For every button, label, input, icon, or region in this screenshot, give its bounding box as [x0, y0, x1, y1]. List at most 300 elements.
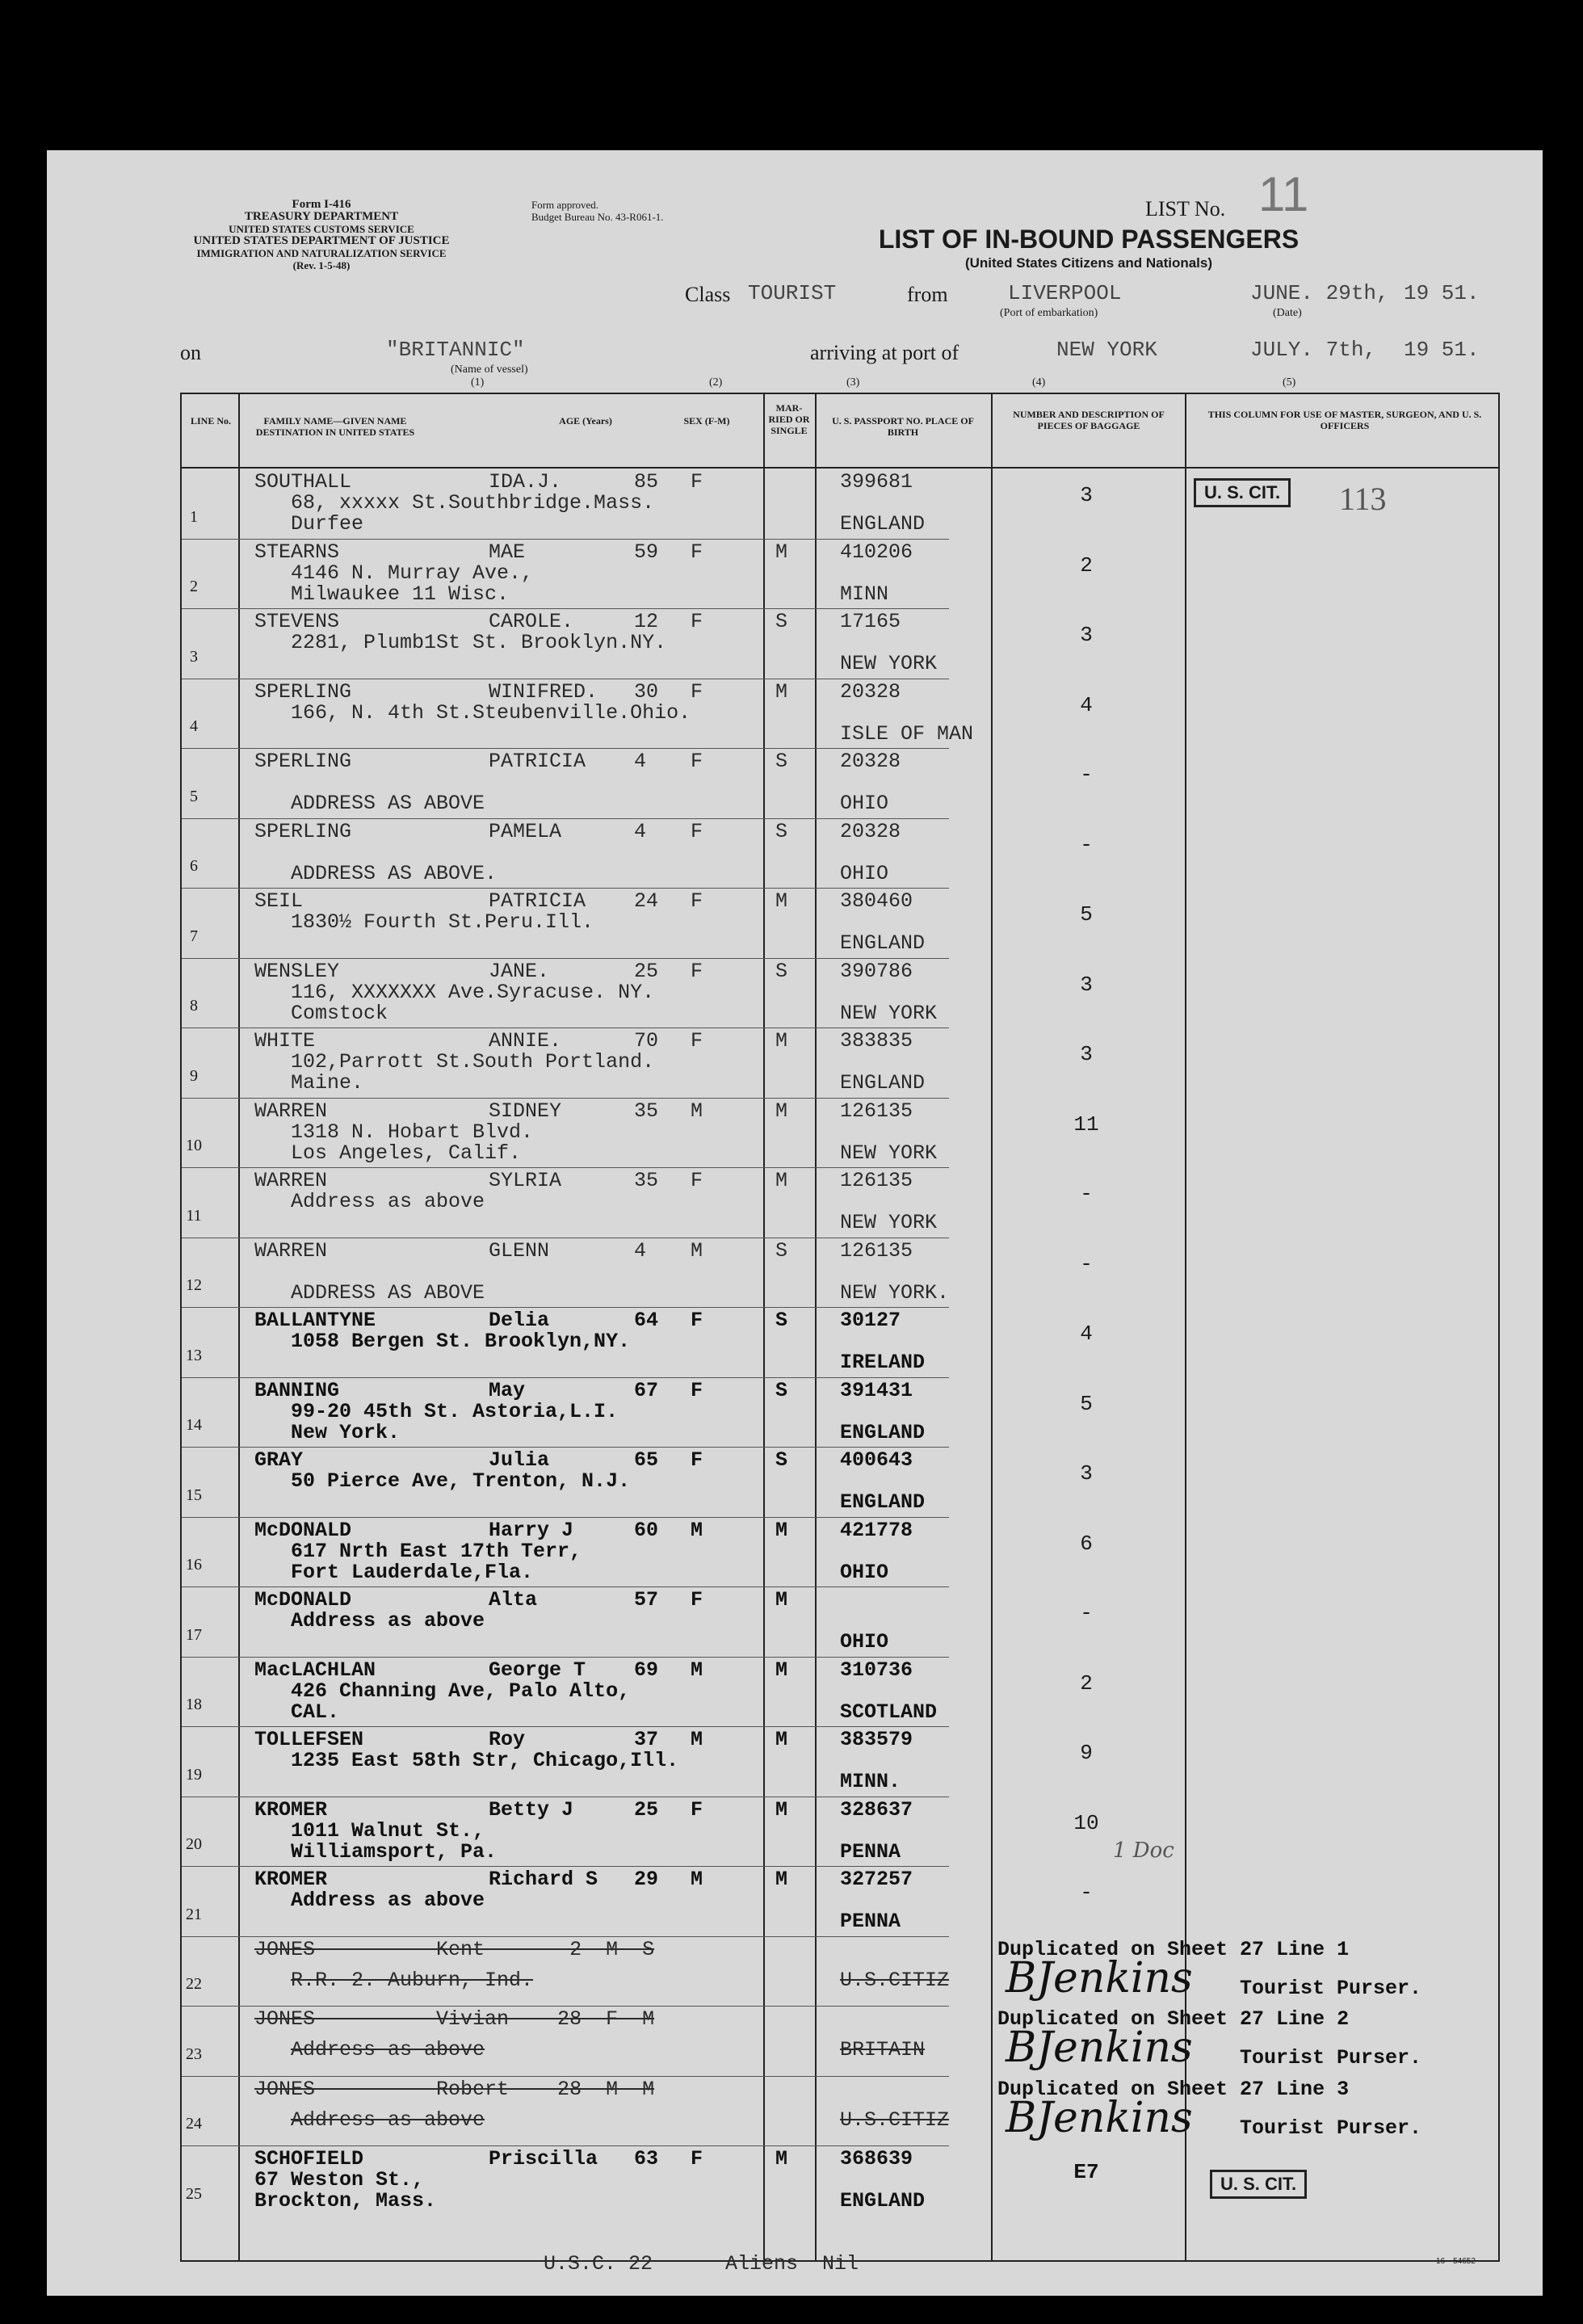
struck-entry: JONES Robert 28 M M	[254, 2077, 655, 2101]
row-divider	[182, 2076, 949, 2077]
justice-dept: UNITED STATES DEPARTMENT OF JUSTICE	[193, 234, 450, 247]
marital-status: M	[775, 1029, 788, 1053]
address-line-2: Maine.	[291, 1071, 364, 1095]
address-line-1: Address as above	[291, 1889, 485, 1912]
sex: F	[691, 470, 703, 494]
address-line-1: 68, xxxxx St.Southbridge.Mass.	[291, 491, 655, 515]
sex: F	[691, 1029, 703, 1053]
address-line-1: 67 Weston St.,	[254, 2168, 425, 2192]
col-divider	[991, 394, 993, 2260]
line-number: 10	[186, 1137, 202, 1154]
row-divider	[182, 818, 949, 819]
struck-passport: U.S.CITIZ	[840, 1968, 950, 1992]
arrival-port: NEW YORK	[1056, 338, 1157, 362]
baggage-count: 4	[1080, 1322, 1093, 1346]
col-divider	[238, 394, 240, 2260]
row-divider	[182, 1377, 949, 1378]
col-header-married: MAR-RIED OR SINGLE	[768, 402, 810, 436]
place-of-birth: ENGLAND	[840, 1420, 926, 1444]
address-line-1: 1011 Walnut St.,	[291, 1818, 485, 1843]
us-citizen-stamp-2: U. S. CIT.	[1210, 2170, 1307, 2199]
print-number: 16—54652	[1436, 2257, 1476, 2266]
given-name: MAE	[489, 540, 526, 564]
sex: F	[691, 750, 703, 773]
age: 67	[634, 1378, 659, 1402]
doc-note: 1 Doc	[1113, 1839, 1174, 1863]
age: 12	[634, 610, 659, 633]
line-number: 20	[186, 1835, 202, 1853]
address-line-1: Address as above	[291, 1190, 485, 1213]
passport-number: 30127	[840, 1309, 901, 1332]
line-number: 23	[186, 2045, 202, 2063]
line-number: 11	[186, 1206, 202, 1225]
baggage-count: 6	[1080, 1531, 1093, 1556]
place-of-birth: NEW YORK.	[840, 1280, 950, 1305]
row-divider	[182, 2145, 949, 2146]
family-name: KROMER	[254, 1868, 328, 1891]
marital-status: S	[775, 1238, 788, 1263]
budget-bureau-no: Budget Bureau No. 43-R061-1.	[531, 211, 664, 223]
baggage-count: -	[1080, 763, 1093, 787]
given-name: Priscilla	[489, 2147, 598, 2171]
line-number: 3	[190, 647, 198, 666]
baggage-count: 10	[1073, 1810, 1099, 1835]
col-header-line: LINE No.	[190, 415, 231, 427]
age: 69	[634, 1658, 659, 1682]
col-number-5: (5)	[1283, 376, 1296, 389]
given-name: Roy	[489, 1728, 526, 1751]
marital-status: M	[775, 540, 788, 564]
baggage-count: 3	[1080, 1461, 1093, 1486]
age: 64	[634, 1309, 659, 1332]
form-approval	[531, 199, 664, 223]
baggage-count: E7	[1073, 2160, 1099, 2184]
duplicate-note: Duplicated on Sheet 27 Line 1	[997, 1937, 1350, 1961]
sex: F	[691, 819, 703, 843]
count-number: 113	[1339, 481, 1387, 517]
address-line-1: 617 Nrth East 17th Terr,	[291, 1539, 582, 1563]
place-of-birth: ENGLAND	[840, 1490, 926, 1514]
duplicate-note: Duplicated on Sheet 27 Line 2	[997, 2007, 1350, 2031]
place-of-birth: ENGLAND	[840, 1071, 926, 1095]
row-divider	[182, 2006, 949, 2007]
col-number-4: (4)	[1032, 376, 1046, 389]
sex: M	[691, 1238, 703, 1263]
approved-label: Form approved.	[531, 199, 599, 211]
marital-status: S	[775, 610, 788, 633]
place-of-birth: PENNA	[840, 1910, 901, 1933]
place-of-birth: SCOTLAND	[840, 1700, 938, 1724]
form-header-agencies	[152, 199, 491, 271]
sex: F	[691, 2147, 703, 2171]
line-number: 17	[186, 1625, 202, 1644]
address-line-1: 50 Pierce Ave, Trenton, N.J.	[291, 1469, 631, 1493]
age: 4	[634, 750, 647, 773]
family-name: SCHOFIELD	[254, 2147, 364, 2171]
row-divider	[182, 1936, 949, 1937]
family-name: STEVENS	[254, 610, 340, 633]
given-name: GLENN	[489, 1238, 550, 1263]
address-line-2: ADDRESS AS ABOVE.	[291, 861, 498, 885]
struck-address: Address as above	[291, 2108, 485, 2132]
given-name: Alta	[489, 1588, 538, 1612]
place-of-birth: ENGLAND	[840, 2189, 926, 2213]
row-divider	[182, 1307, 949, 1308]
sex: F	[691, 959, 703, 983]
place-of-birth: IRELAND	[840, 1351, 926, 1374]
family-name: TOLLEFSEN	[254, 1728, 364, 1751]
address-line-1: 99-20 45th St. Astoria,L.I.	[291, 1399, 619, 1423]
marital-status: M	[775, 1588, 788, 1612]
line-number: 4	[190, 717, 198, 735]
line-number: 12	[186, 1276, 202, 1294]
arriving-label: arriving at port of	[810, 341, 959, 364]
sex: F	[691, 679, 703, 704]
given-name: CAROLE.	[489, 610, 574, 633]
address-line-2: Los Angeles, Calif.	[291, 1141, 522, 1165]
list-number-value: 11	[1258, 167, 1309, 221]
line-number: 21	[186, 1905, 202, 1923]
line-number: 19	[186, 1765, 202, 1784]
given-name: Julia	[489, 1448, 550, 1472]
departure-date: JUNE. 29th,	[1250, 281, 1389, 305]
sex: F	[691, 1448, 703, 1472]
given-name: ANNIE.	[489, 1029, 562, 1053]
passport-number: 391431	[840, 1378, 913, 1402]
place-of-birth: MINN	[840, 582, 889, 606]
age: 25	[634, 1797, 659, 1822]
passport-number: 368639	[840, 2147, 913, 2171]
row-divider	[182, 1447, 949, 1448]
family-name: WARREN	[254, 1099, 328, 1123]
baggage-count: 2	[1080, 1671, 1093, 1696]
line-number: 9	[190, 1066, 198, 1085]
struck-passport: U.S.CITIZ	[840, 2108, 950, 2132]
family-name: WENSLEY	[254, 959, 340, 983]
place-of-birth: NEW YORK	[840, 1001, 938, 1025]
passport-number: 327257	[840, 1868, 913, 1891]
baggage-count: -	[1080, 1601, 1093, 1625]
age: 37	[634, 1728, 659, 1751]
given-name: Delia	[489, 1309, 550, 1332]
address-line-2: New York.	[291, 1420, 401, 1444]
place-of-birth: PENNA	[840, 1839, 901, 1864]
age: 30	[634, 679, 659, 704]
family-name: SPERLING	[254, 750, 352, 773]
given-name: Betty J	[489, 1797, 574, 1822]
passport-number: 126135	[840, 1169, 913, 1192]
line-number: 7	[190, 927, 198, 945]
line-number: 18	[186, 1696, 202, 1713]
baggage-count: 3	[1080, 1042, 1093, 1066]
col-header-baggage: NUMBER AND DESCRIPTION OF PIECES OF BAGGAGE	[1013, 409, 1165, 431]
place-of-birth: NEW YORK	[840, 1141, 938, 1165]
sex: F	[691, 610, 703, 633]
place-of-birth: ENGLAND	[840, 931, 926, 955]
row-divider	[182, 1098, 949, 1099]
purser-title: Tourist Purser.	[1240, 1976, 1422, 2000]
sex: F	[691, 1169, 703, 1192]
baggage-count: -	[1080, 832, 1093, 857]
passport-number: 383579	[840, 1728, 913, 1751]
purser-title: Tourist Purser.	[1240, 2116, 1422, 2140]
given-name: JANE.	[489, 959, 550, 983]
marital-status: M	[775, 1099, 788, 1123]
baggage-count: 11	[1073, 1112, 1099, 1137]
family-name: McDONALD	[254, 1588, 352, 1612]
place-of-birth: OHIO	[840, 1560, 889, 1584]
place-of-birth: OHIO	[840, 861, 889, 885]
marital-status: M	[775, 1728, 788, 1751]
given-name: PATRICIA	[489, 889, 586, 913]
struck-address: Address as above	[291, 2038, 485, 2061]
given-name: WINIFRED.	[489, 679, 598, 704]
age: 57	[634, 1588, 659, 1612]
line-number: 24	[186, 2115, 202, 2133]
age: 60	[634, 1518, 659, 1542]
line-number: 1	[190, 507, 198, 526]
line-number: 5	[190, 787, 198, 805]
marital-status: S	[775, 819, 788, 843]
footer-usc: U.S.C. 22	[544, 2252, 653, 2276]
sex: M	[691, 1099, 703, 1123]
header-divider	[182, 467, 1498, 469]
given-name: May	[489, 1378, 526, 1402]
marital-status: M	[775, 1518, 788, 1542]
date-caption: (Date)	[1273, 307, 1302, 319]
baggage-count: 3	[1080, 623, 1093, 647]
duplicate-note: Duplicated on Sheet 27 Line 3	[997, 2077, 1350, 2101]
given-name: PAMELA	[489, 819, 562, 843]
address-line-2: ADDRESS AS ABOVE	[291, 792, 485, 815]
line-number: 2	[190, 578, 198, 595]
marital-status: M	[775, 2147, 788, 2171]
class-label: Class	[685, 283, 731, 306]
list-number-label: LIST No.	[1145, 197, 1226, 221]
sex: M	[691, 1728, 703, 1751]
line-number: 6	[190, 857, 198, 875]
age: 85	[634, 470, 659, 494]
departure-year: 19 51.	[1404, 281, 1480, 305]
purser-signature: BJenkins	[1006, 2093, 1193, 2142]
treasury-dept: TREASURY DEPARTMENT	[244, 210, 399, 223]
passenger-manifest-page	[47, 150, 1543, 2296]
age: 24	[634, 889, 659, 913]
from-label: from	[907, 283, 948, 306]
sex: F	[691, 540, 703, 564]
place-of-birth: MINN.	[840, 1770, 901, 1793]
passport-number: 383835	[840, 1029, 913, 1053]
baggage-count: -	[1080, 1881, 1093, 1905]
marital-status: S	[775, 1448, 788, 1472]
place-of-birth: ISLE OF MAN	[840, 721, 974, 746]
marital-status: S	[775, 750, 788, 773]
passport-number: 17165	[840, 610, 901, 633]
row-divider	[182, 1657, 949, 1658]
baggage-count: 9	[1080, 1741, 1093, 1765]
line-number: 8	[190, 997, 198, 1015]
col-divider	[763, 394, 765, 2260]
age: 65	[634, 1448, 659, 1472]
arrival-year: 19 51.	[1404, 338, 1480, 362]
col-number-3: (3)	[846, 376, 860, 389]
place-of-birth: NEW YORK	[840, 1211, 938, 1234]
place-of-birth: ENGLAND	[840, 512, 926, 536]
purser-signature: BJenkins	[1006, 1953, 1193, 2003]
us-citizen-stamp: U. S. CIT.	[1194, 478, 1291, 507]
customs-service: UNITED STATES CUSTOMS SERVICE	[229, 223, 414, 235]
address-line-2: Comstock	[291, 1001, 388, 1025]
col-header-name: FAMILY NAME—GIVEN NAME DESTINATION IN UNITED STATES	[255, 415, 415, 438]
passenger-table	[180, 393, 1500, 2262]
col-number-1: (1)	[471, 376, 485, 389]
ins-service: IMMIGRATION AND NATURALIZATION SERVICE	[196, 247, 447, 259]
col-header-sex: SEX (F-M)	[683, 415, 730, 427]
given-name: Richard S	[489, 1868, 598, 1891]
passport-number: 421778	[840, 1518, 913, 1542]
struck-passport: BRITAIN	[840, 2038, 926, 2061]
sex: F	[691, 1309, 703, 1332]
baggage-count: -	[1080, 1182, 1093, 1206]
family-name: WHITE	[254, 1029, 316, 1053]
row-divider	[182, 608, 949, 609]
marital-status: M	[775, 1658, 788, 1682]
marital-status: M	[775, 889, 788, 913]
line-number: 22	[186, 1975, 202, 1993]
address-line-2: Milwaukee 11 Wisc.	[291, 582, 510, 606]
age: 35	[634, 1169, 659, 1192]
family-name: SOUTHALL	[254, 470, 352, 494]
on-label: on	[180, 341, 201, 364]
row-divider	[182, 748, 949, 749]
address-line-2: Fort Lauderdale,Fla.	[291, 1560, 534, 1584]
passport-number: 310736	[840, 1658, 913, 1682]
struck-entry: JONES Vivian 28 F M	[254, 2007, 655, 2031]
family-name: STEARNS	[254, 540, 340, 564]
row-divider	[182, 1726, 949, 1727]
address-line-2: CAL.	[291, 1700, 340, 1724]
age: 63	[634, 2147, 659, 2171]
row-divider	[182, 539, 949, 540]
passport-number: 126135	[840, 1238, 913, 1263]
place-of-birth: OHIO	[840, 792, 889, 815]
baggage-count: 3	[1080, 483, 1093, 507]
sex: F	[691, 889, 703, 913]
line-number: 13	[186, 1346, 202, 1364]
marital-status: M	[775, 1797, 788, 1822]
passport-number: 399681	[840, 470, 913, 494]
row-divider	[182, 1866, 949, 1867]
struck-entry: JONES Kent 2 M S	[254, 1937, 655, 1961]
line-number: 14	[186, 1416, 202, 1434]
vessel-name: "BRITANNIC"	[386, 338, 525, 362]
family-name: WARREN	[254, 1238, 328, 1263]
address-line-1: 1318 N. Hobart Blvd.	[291, 1120, 534, 1144]
place-of-birth: OHIO	[840, 1630, 889, 1654]
baggage-count: 3	[1080, 972, 1093, 997]
passport-number: 410206	[840, 540, 913, 564]
address-line-1: 1235 East 58th Str, Chicago,Ill.	[291, 1749, 679, 1772]
page-title: LIST OF IN-BOUND PASSENGERS	[878, 225, 1300, 254]
address-line-1: 1830½ Fourth St.Peru.Ill.	[291, 910, 594, 934]
address-line-2: Durfee	[291, 512, 364, 536]
address-line-2: ADDRESS AS ABOVE	[291, 1280, 485, 1305]
address-line-2: Williamsport, Pa.	[291, 1839, 498, 1864]
baggage-count: 5	[1080, 902, 1093, 927]
age: 59	[634, 540, 659, 564]
baggage-count: 4	[1080, 692, 1093, 717]
address-line-1: 426 Channing Ave, Palo Alto,	[291, 1679, 631, 1703]
marital-status: S	[775, 959, 788, 983]
form-number: Form I-416	[292, 198, 351, 211]
embarkation-port: LIVERPOOL	[1008, 281, 1122, 305]
marital-status: M	[775, 1868, 788, 1891]
row-divider	[182, 958, 949, 959]
line-number: 15	[186, 1486, 202, 1504]
sex: M	[691, 1518, 703, 1542]
col-number-2: (2)	[709, 376, 723, 389]
marital-status: S	[775, 1309, 788, 1332]
address-line-2: Brockton, Mass.	[254, 2189, 437, 2213]
col-header-passport: U. S. PASSPORT NO. PLACE OF BIRTH	[832, 415, 974, 438]
col-header-officers: THIS COLUMN FOR USE OF MASTER, SURGEON, AND U. S. OFFICERS	[1207, 409, 1482, 431]
given-name: SIDNEY	[489, 1099, 562, 1123]
arrival-date: JULY. 7th,	[1250, 338, 1377, 362]
row-divider	[182, 1586, 949, 1587]
passport-number: 20328	[840, 819, 901, 843]
passport-number: 400643	[840, 1448, 913, 1472]
purser-signature: BJenkins	[1006, 2024, 1193, 2072]
marital-status: M	[775, 679, 788, 704]
col-header-age: AGE (Years)	[559, 415, 612, 427]
line-number: 16	[186, 1556, 202, 1574]
family-name: BALLANTYNE	[254, 1309, 376, 1332]
family-name: GRAY	[254, 1448, 304, 1472]
footer-aliens: Aliens Nil	[725, 2252, 859, 2276]
place-of-birth: NEW YORK	[840, 652, 938, 675]
row-divider	[182, 1517, 949, 1518]
family-name: KROMER	[254, 1797, 328, 1822]
row-divider	[182, 1167, 949, 1168]
passport-number: 380460	[840, 889, 913, 913]
sex: M	[691, 1658, 703, 1682]
page-subtitle: (United States Citizens and Nationals)	[964, 255, 1213, 271]
age: 29	[634, 1868, 659, 1891]
embarkation-caption: (Port of embarkation)	[1000, 307, 1098, 319]
passport-number: 20328	[840, 750, 901, 773]
address-line-1: 1058 Bergen St. Brooklyn,NY.	[291, 1330, 631, 1353]
family-name: MacLACHLAN	[254, 1658, 376, 1682]
age: 35	[634, 1099, 659, 1123]
passport-number: 20328	[840, 679, 901, 704]
address-line-1: 2281, Plumb1St St. Brooklyn.NY.	[291, 631, 667, 654]
marital-status: S	[775, 1378, 788, 1402]
address-line-1: 102,Parrott St.South Portland.	[291, 1050, 655, 1074]
given-name: Harry J	[489, 1518, 574, 1542]
address-line-1: Address as above	[291, 1609, 485, 1633]
age: 4	[634, 819, 647, 843]
given-name: PATRICIA	[489, 750, 586, 773]
given-name: George T	[489, 1658, 586, 1682]
address-line-1: 166, N. 4th St.Steubenville.Ohio.	[291, 700, 691, 725]
sex: F	[691, 1588, 703, 1612]
col-divider	[815, 394, 817, 2260]
form-revision: (Rev. 1-5-48)	[292, 259, 351, 271]
given-name: SYLRIA	[489, 1169, 562, 1192]
sex: F	[691, 1797, 703, 1822]
passport-number: 126135	[840, 1099, 913, 1123]
address-line-1: 4146 N. Murray Ave.,	[291, 561, 534, 585]
